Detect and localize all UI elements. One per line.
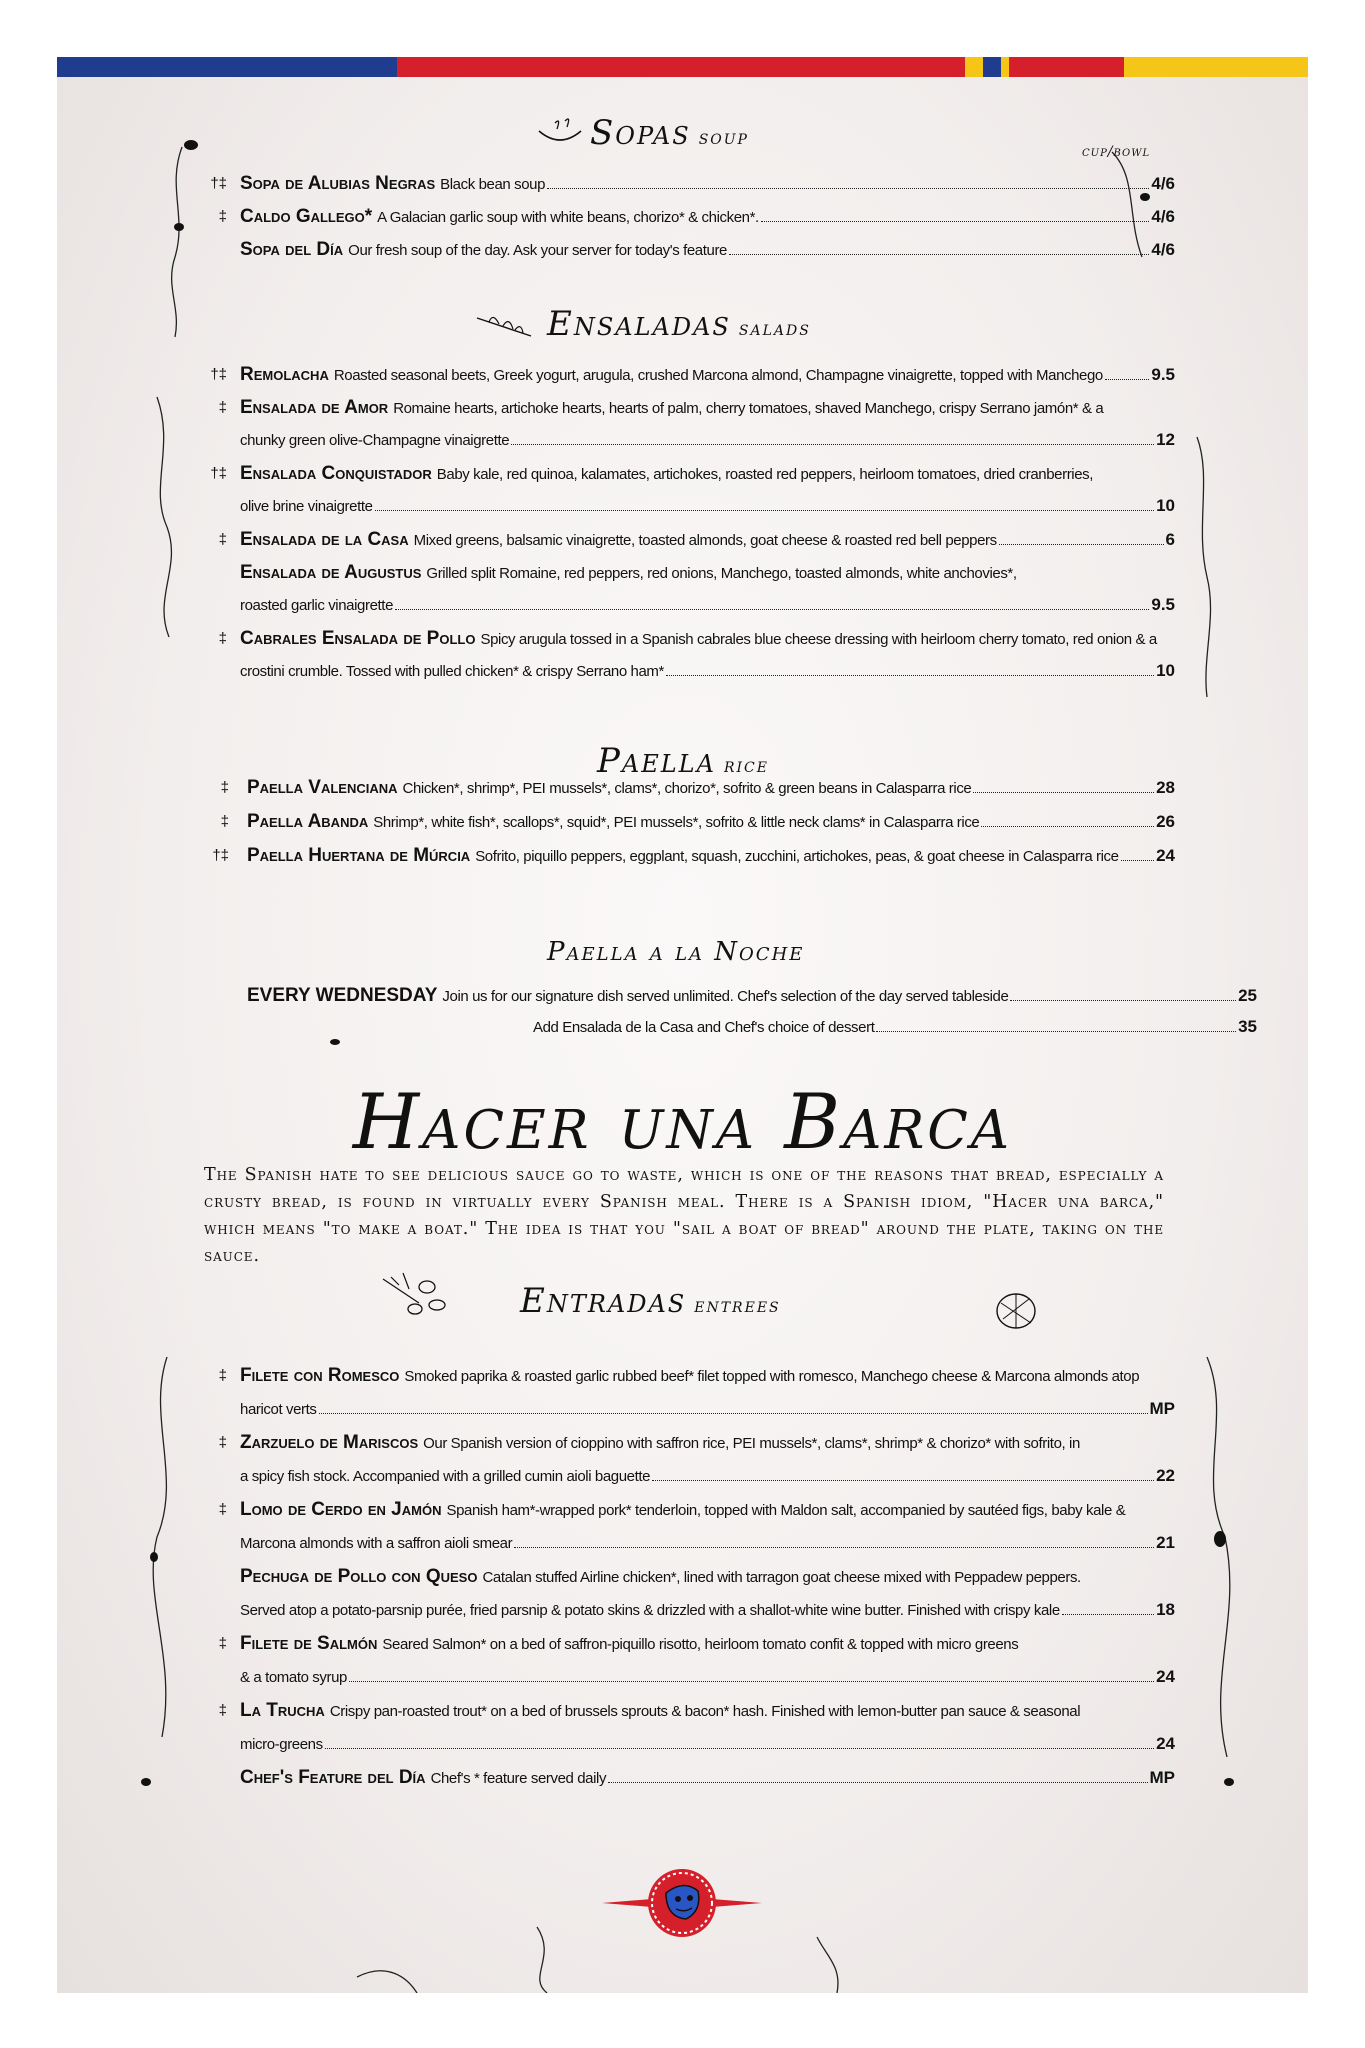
leader-dots — [981, 826, 1154, 827]
soups-item — [240, 206, 1175, 228]
soups-item-desc: Black bean soup — [440, 176, 546, 193]
leader-dots — [608, 1782, 1147, 1783]
paella-item-price: 26 — [1156, 812, 1175, 831]
leader-dots — [514, 1547, 1154, 1548]
entrees-item-desc2: Served atop a potato-parsnip purée, fried parsnip & potato skins & drizzled with a shallot-white wine butter. Finished with crispy kale — [240, 1601, 1060, 1619]
entrees-item-desc2: Marcona almonds with a saffron aioli smear — [240, 1534, 513, 1552]
herb-sprig-icon — [475, 310, 535, 340]
salads-item-cont — [240, 661, 1175, 683]
leader-dots — [729, 254, 1149, 255]
salads-item-desc: Spicy arugula tossed in a Spanish cabrales blue cheese dressing with heirloom cherry tomato, red onion & a — [480, 631, 1157, 648]
soups-item — [240, 173, 1175, 195]
entrees-item-price: 18 — [1156, 1599, 1175, 1619]
salads-item — [240, 529, 1175, 551]
salads-item — [240, 463, 1175, 485]
entrees-item-desc2: a spicy fish stock. Accompanied with a grilled cumin aioli baguette — [240, 1467, 651, 1485]
salads-item-cont — [240, 595, 1175, 617]
entrees-item-cont — [240, 1466, 1175, 1488]
dietary-mark: †‡ — [210, 366, 227, 383]
leader-dots — [1010, 1000, 1236, 1001]
entrees-item-desc2: micro-greens — [240, 1735, 323, 1753]
leader-dots — [652, 1480, 1154, 1481]
salads-item-price: 9.5 — [1151, 365, 1175, 384]
soups-item-name: Sopa del Día — [240, 239, 344, 260]
entrees-item-desc: Seared Salmon* on a bed of saffron-piquillo risotto, heirloom tomato confit & topped with micro greens — [382, 1636, 1019, 1653]
salads-item-price: 6 — [1165, 530, 1175, 549]
salads-item-price: 10 — [1156, 661, 1175, 680]
entrees-item — [240, 1566, 1175, 1588]
leader-dots — [761, 221, 1150, 222]
entrees-item-cont — [240, 1667, 1175, 1689]
soups-item-price: 4/6 — [1151, 174, 1175, 193]
entrees-item-name: La Trucha — [240, 1700, 325, 1721]
paella-item — [247, 845, 1175, 867]
barca-title: Hacer una Barca — [352, 1077, 1013, 1166]
entrees-item-price: 24 — [1156, 1733, 1175, 1753]
entrees-item-cont — [240, 1399, 1175, 1421]
entrees-subtitle: entrees — [694, 1293, 781, 1317]
dietary-mark: ‡ — [218, 1434, 227, 1451]
paella-item-desc: Shrimp*, white fish*, scallops*, squid*, PEI mussels*, sofrito & little neck clams* in Calasparra rice — [373, 814, 980, 831]
salads-item-desc: Grilled split Romaine, red peppers, red onions, Manchego, toasted almonds, white anchovies*, — [426, 565, 1017, 582]
salads-subtitle: salads — [738, 316, 811, 340]
soups-title — [590, 113, 749, 153]
dietary-mark: †‡ — [210, 465, 227, 482]
dietary-mark: ‡ — [218, 208, 227, 225]
entrees-item-price: 24 — [1156, 1666, 1175, 1686]
salads-item-name: Ensalada de Amor — [240, 397, 389, 418]
noche-desc: Join us for our signature dish served unlimited. Chef's selection of the day served tableside — [442, 988, 1009, 1005]
soups-item-price: 4/6 — [1151, 240, 1175, 259]
salads-item-desc2: crostini crumble. Tossed with pulled chicken* & crispy Serrano ham* — [240, 663, 664, 680]
entrees-item-name: Filete de Salmón — [240, 1633, 378, 1654]
paella-item-price: 24 — [1156, 846, 1175, 865]
paella-item — [247, 777, 1175, 799]
entrees-item-desc2: haricot verts — [240, 1400, 317, 1418]
entrees-item-name: Filete con Romesco — [240, 1365, 400, 1386]
paella-item-name: Paella Huertana de Múrcia — [247, 845, 471, 866]
soups-item-desc: A Galacian garlic soup with white beans, chorizo* & chicken*. — [377, 209, 759, 226]
salads-item-desc: Baby kale, red quinoa, kalamates, artichokes, roasted red peppers, heirloom tomatoes, dried cranberries, — [436, 466, 1094, 483]
dietary-mark: ‡ — [218, 1635, 227, 1652]
dietary-mark: ‡ — [218, 1367, 227, 1384]
salads-item-name: Ensalada de Augustus — [240, 562, 422, 583]
entrees-item-desc: Smoked paprika & roasted garlic rubbed beef* filet topped with romesco, Manchego cheese & Marcona almonds atop — [404, 1368, 1140, 1385]
entrees-item-price: 22 — [1156, 1465, 1175, 1485]
soups-item-name: Sopa de Alubias Negras — [240, 173, 436, 194]
entrees-item-desc2: & a tomato syrup — [240, 1668, 347, 1686]
entrees-item-desc: Crispy pan-roasted trout* on a bed of brussels sprouts & bacon* hash. Finished with lemon-butter pan sauce & seasonal — [329, 1703, 1081, 1720]
dietary-mark: ‡ — [218, 531, 227, 548]
entrees-item-desc: Chef's * feature served daily — [430, 1770, 607, 1787]
leader-dots — [375, 510, 1155, 511]
entrees-item-name: Chef's Feature del Día — [240, 1767, 426, 1788]
entrees-item-price: MP — [1149, 1398, 1175, 1418]
salads-item-name: Cabrales Ensalada de Pollo — [240, 628, 476, 649]
entrees-item-cont — [240, 1600, 1175, 1622]
leader-dots — [1121, 860, 1154, 861]
dietary-mark: ‡ — [220, 779, 229, 796]
entrees-item — [240, 1767, 1175, 1789]
dietary-mark: ‡ — [220, 813, 229, 830]
entrees-item — [240, 1633, 1175, 1655]
paella-item-name: Paella Valenciana — [247, 777, 398, 798]
salads-item-name: Ensalada de la Casa — [240, 529, 409, 550]
entrees-item-desc: Catalan stuffed Airline chicken*, lined with tarragon goat cheese mixed with Peppadew peppers. — [482, 1569, 1081, 1586]
cup-bowl-label: cup/bowl — [1082, 144, 1151, 160]
dietary-mark: ‡ — [218, 399, 227, 416]
leader-dots — [395, 609, 1149, 610]
entrees-item-price: 21 — [1156, 1532, 1175, 1552]
entrees-item — [240, 1432, 1175, 1454]
entrees-item-desc: Spanish ham*-wrapped pork* tenderloin, topped with Maldon salt, accompanied by sautéed figs, baby kale & — [446, 1502, 1126, 1519]
salads-item-price: 12 — [1156, 430, 1175, 449]
salads-item-price: 9.5 — [1151, 595, 1175, 614]
noche-title: Paella a la Noche — [547, 937, 805, 967]
entrees-title-text: Entradas — [520, 1281, 687, 1321]
noche-label: EVERY WEDNESDAY — [247, 985, 438, 1006]
soups-subtitle: soup — [698, 125, 749, 149]
leader-dots — [1062, 1614, 1154, 1615]
leader-dots — [349, 1681, 1154, 1682]
entrees-item — [240, 1700, 1175, 1722]
salads-item-name: Remolacha — [240, 364, 329, 385]
salads-item-desc2: roasted garlic vinaigrette — [240, 597, 394, 614]
soup-bowl-icon — [535, 115, 585, 151]
noche-line — [247, 985, 1257, 1007]
barca-text: The Spanish hate to see delicious sauce go to waste, which is one of the reasons that bread, especially a crusty bread, is found in virtually every Spanish meal. There is a Spanish idiom, "Hacer una barca," which means "to make a boat." The idea is that you "sail a boat of bread" around the plate, taking on the sauce. — [204, 1165, 1164, 1266]
salads-item-desc: Romaine hearts, artichoke hearts, hearts of palm, cherry tomatoes, shaved Manchego, crispy Serrano jamón* & a — [393, 400, 1104, 417]
entrees-item-name: Pechuga de Pollo con Queso — [240, 1566, 478, 1587]
salads-item — [240, 397, 1175, 419]
dietary-mark: ‡ — [218, 630, 227, 647]
leader-dots — [876, 1031, 1236, 1032]
leader-dots — [547, 188, 1149, 189]
paella-item-name: Paella Abanda — [247, 811, 369, 832]
entrees-item-name: Lomo de Cerdo en Jamón — [240, 1499, 442, 1520]
restaurant-emblem-icon — [602, 1865, 762, 1941]
salads-item-price: 10 — [1156, 496, 1175, 515]
entrees-item-price: MP — [1149, 1768, 1175, 1787]
salads-item — [240, 628, 1175, 650]
artichoke-icon — [993, 1289, 1039, 1333]
leader-dots — [511, 444, 1154, 445]
noche-addon: Add Ensalada de la Casa and Chef's choice of dessert — [533, 1019, 875, 1036]
dietary-mark: ‡ — [218, 1501, 227, 1518]
paella-item-desc: Chicken*, shrimp*, PEI mussels*, clams*, chorizo*, sofrito & green beans in Calasparra rice — [402, 780, 972, 797]
entrees-item-desc: Our Spanish version of cioppino with saffron rice, PEI mussels*, clams*, shrimp* & chorizo* with sofrito, in — [423, 1435, 1080, 1452]
paella-subtitle: rice — [723, 753, 769, 777]
dietary-mark: †‡ — [210, 175, 227, 192]
menu-page — [57, 57, 1308, 1993]
salads-title-text: Ensaladas — [547, 304, 731, 344]
leader-dots — [999, 544, 1164, 545]
soups-item — [240, 239, 1175, 261]
entrees-item-cont — [240, 1734, 1175, 1756]
salads-item-desc: Roasted seasonal beets, Greek yogurt, arugula, crushed Marcona almond, Champagne vinaigrette, topped with Manchego — [333, 367, 1103, 384]
soups-item-name: Caldo Gallego* — [240, 206, 373, 227]
salads-item — [240, 562, 1175, 584]
entrees-item-name: Zarzuelo de Mariscos — [240, 1432, 419, 1453]
dietary-mark: ‡ — [218, 1702, 227, 1719]
entrees-item-cont — [240, 1533, 1175, 1555]
noche-addon-line — [533, 1017, 1257, 1039]
leader-dots — [319, 1413, 1148, 1414]
paella-item — [247, 811, 1175, 833]
dietary-mark: †‡ — [212, 847, 229, 864]
paella-title — [597, 741, 769, 781]
olives-icon — [379, 1269, 459, 1319]
noche-addon-price: 35 — [1238, 1017, 1257, 1036]
soups-item-desc: Our fresh soup of the day. Ask your server for today's feature — [348, 242, 727, 259]
leader-dots — [1105, 379, 1149, 380]
leader-dots — [666, 675, 1154, 676]
noche-price: 25 — [1238, 986, 1257, 1005]
salads-item-cont — [240, 430, 1175, 452]
entrees-title — [520, 1281, 781, 1321]
salads-item-name: Ensalada Conquistador — [240, 463, 432, 484]
salads-title — [547, 304, 811, 344]
soups-item-price: 4/6 — [1151, 207, 1175, 226]
paella-item-desc: Sofrito, piquillo peppers, eggplant, squash, zucchini, artichokes, peas, & goat cheese in Calasparra rice — [475, 848, 1119, 865]
leader-dots — [325, 1748, 1154, 1749]
salads-item-desc2: chunky green olive-Champagne vinaigrette — [240, 432, 510, 449]
entrees-item — [240, 1365, 1175, 1387]
salads-item — [240, 364, 1175, 386]
salads-item-cont — [240, 496, 1175, 518]
salads-item-desc2: olive brine vinaigrette — [240, 498, 373, 515]
entrees-item — [240, 1499, 1175, 1521]
leader-dots — [973, 792, 1154, 793]
paella-item-price: 28 — [1156, 778, 1175, 797]
soups-title-text: Sopas — [590, 113, 691, 153]
paella-title-text: Paella — [597, 741, 716, 781]
salads-item-desc: Mixed greens, balsamic vinaigrette, toasted almonds, goat cheese & roasted red bell peppers — [413, 532, 997, 549]
